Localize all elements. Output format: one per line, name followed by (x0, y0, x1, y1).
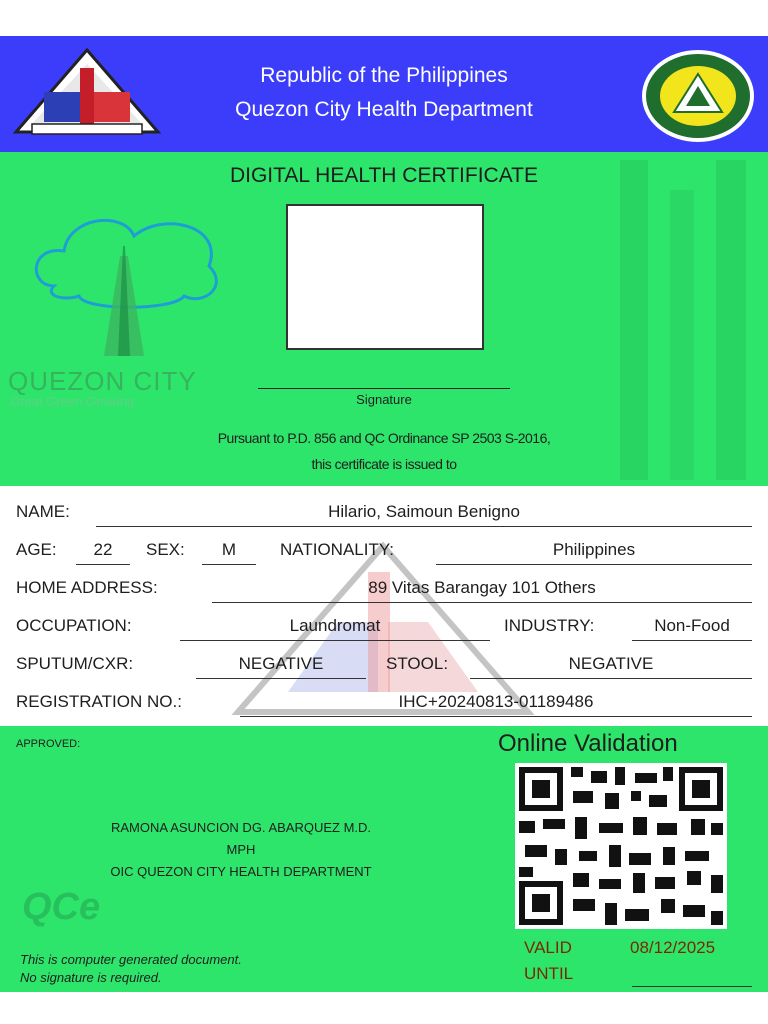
nationality-value: Philippines (436, 540, 752, 565)
health-department-seal (640, 48, 756, 144)
pursuant-text: Pursuant to P.D. 856 and QC Ordinance SP 2503 S-2016, (217, 430, 551, 446)
issued-to-text: this certificate is issued to (311, 456, 457, 472)
header-department: Quezon City Health Department (235, 98, 533, 121)
sex-value: M (202, 540, 256, 565)
until-label: UNTIL (524, 964, 574, 983)
occupation-label: OCCUPATION: (16, 616, 132, 635)
cloud-tree-watermark (24, 206, 228, 370)
valid-until-date: 08/12/2025 (630, 938, 716, 957)
officer-degree: MPH (226, 842, 256, 857)
sex-label: SEX: (146, 540, 185, 559)
sputum-cxr-value: NEGATIVE (196, 654, 366, 679)
photo-placeholder (286, 204, 484, 350)
name-value: Hilario, Saimoun Benigno (96, 502, 752, 527)
valid-label: VALID (524, 938, 572, 957)
quezon-city-watermark: QUEZON CITY (8, 366, 197, 396)
valid-until-underline (632, 986, 752, 987)
signature-line (258, 388, 510, 389)
disclaimer-line2: No signature is required. (20, 970, 162, 985)
officer-name: RAMONA ASUNCION DG. ABARQUEZ M.D. (110, 820, 372, 835)
industry-label: INDUSTRY: (504, 616, 595, 635)
stool-label: STOOL: (386, 654, 449, 673)
name-label: NAME: (16, 502, 70, 521)
sputum-cxr-label: SPUTUM/CXR: (16, 654, 134, 673)
occupation-value: Laundromat (180, 616, 490, 641)
officer-title: OIC QUEZON CITY HEALTH DEPARTMENT (110, 864, 372, 879)
registration-label: REGISTRATION NO.: (16, 692, 182, 711)
nationality-label: NATIONALITY: (280, 540, 394, 559)
registration-value: IHC+20240813-01189486 (240, 692, 752, 717)
qce-logo: QCe (22, 886, 101, 928)
tagline-watermark: Great Green Growing (10, 394, 135, 409)
age-value: 22 (76, 540, 130, 565)
quezon-city-logo (12, 46, 162, 138)
age-label: AGE: (16, 540, 57, 559)
approved-label: APPROVED: (16, 738, 81, 750)
header-republic: Republic of the Philippines (260, 64, 508, 87)
stool-value: NEGATIVE (470, 654, 752, 679)
qr-code[interactable] (515, 763, 727, 929)
home-address-value: 89 Vitas Barangay 101 Others (212, 578, 752, 603)
industry-value: Non-Food (632, 616, 752, 641)
certificate-title: DIGITAL HEALTH CERTIFICATE (229, 164, 539, 187)
disclaimer-line1: This is computer generated document. (20, 952, 242, 967)
online-validation-label: Online Validation (498, 730, 678, 757)
signature-label: Signature (356, 392, 412, 407)
home-address-label: HOME ADDRESS: (16, 578, 158, 597)
